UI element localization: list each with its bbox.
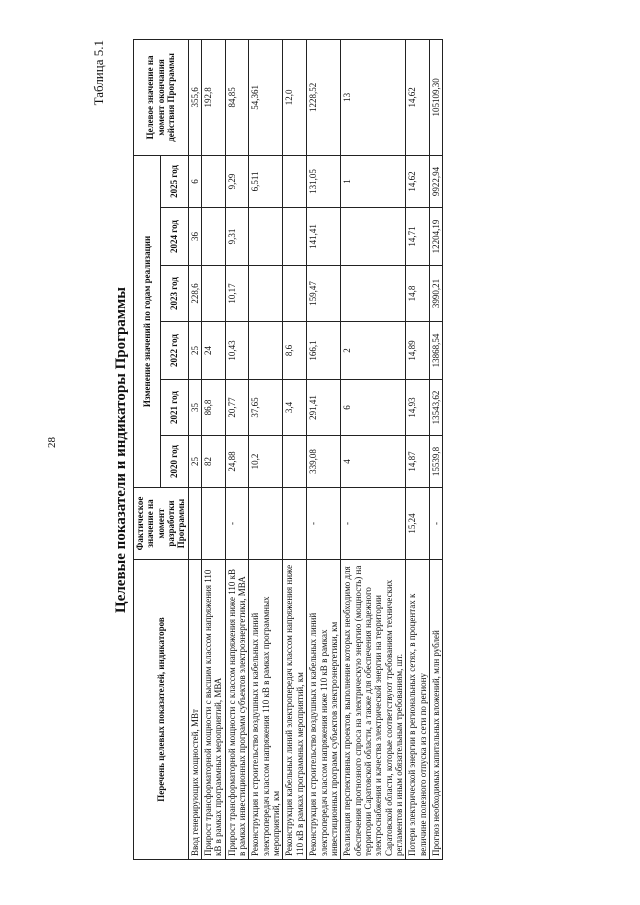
cell-year-value: 13543,62 [429, 380, 442, 436]
cell-year-value: 9,29 [225, 155, 249, 207]
cell-year-value [283, 208, 307, 266]
cell-year-value: 24 [202, 322, 226, 380]
table-title: Целевые показатели и индикаторы Программы [113, 287, 129, 613]
cell-year-value: 6 [188, 155, 201, 207]
cell-year-value: 14,87 [406, 436, 430, 488]
cell-actual [283, 488, 307, 560]
table-row [188, 39, 201, 859]
header-target: Целевое значение на момент окончания действия Программы [134, 39, 189, 155]
cell-year-value [341, 208, 406, 266]
cell-target: 192,8 [202, 39, 226, 155]
header-actual: Фактическое значение на момент разработки Программы [134, 488, 189, 560]
cell-indicator: Прирост трансформаторной мощности с классом напряжения ниже 110 кВ в рамках инвестиционных программ субъектов электроэнергетики, МВА [225, 560, 249, 860]
rotated-table-area [85, 40, 555, 860]
cell-year-value: 228,6 [188, 266, 201, 322]
cell-year-value: 14,62 [406, 155, 430, 207]
cell-target: 12,0 [283, 39, 307, 155]
cell-year-value: 131,05 [307, 155, 341, 207]
table-row [341, 39, 406, 859]
header-year: 2020 год [161, 436, 188, 488]
cell-target: 105109,30 [429, 39, 442, 155]
cell-year-value [202, 208, 226, 266]
cell-target: 355,6 [188, 39, 201, 155]
cell-year-value: 10,17 [225, 266, 249, 322]
cell-year-value: 14,93 [406, 380, 430, 436]
table-row [225, 39, 249, 859]
cell-year-value [249, 208, 283, 266]
cell-actual: - [429, 488, 442, 560]
cell-indicator: Реализация перспективных проектов, выполнение которых необходимо для обеспечения прогнозного спроса на электрическую энергию (мощность) на территории Саратовской области, а также для обеспечения надежного электроснабжения и качества электрической энергии на территории Саратовской области, которые соответствуют требованиям технических регламентов и иным обязательным требованиям, шт. [341, 560, 406, 860]
header-indicator: Перечень целевых показателей, индикаторов [134, 560, 189, 860]
cell-year-value: 86,8 [202, 380, 226, 436]
cell-year-value: 6,511 [249, 155, 283, 207]
page-number: 28 [46, 437, 58, 448]
cell-year-value: 13868,54 [429, 322, 442, 380]
cell-year-value: 1 [341, 155, 406, 207]
table-row [307, 39, 341, 859]
header-year: 2023 год [161, 266, 188, 322]
cell-year-value: 166,1 [307, 322, 341, 380]
cell-year-value: 14,89 [406, 322, 430, 380]
cell-year-value [249, 266, 283, 322]
cell-year-value: 339,08 [307, 436, 341, 488]
cell-year-value: 14,71 [406, 208, 430, 266]
table-row [429, 39, 442, 859]
cell-year-value: 2 [341, 322, 406, 380]
cell-year-value: 12204,19 [429, 208, 442, 266]
cell-year-value: 37,65 [249, 380, 283, 436]
cell-target: 54,361 [249, 39, 283, 155]
cell-year-value [249, 322, 283, 380]
cell-year-value [202, 266, 226, 322]
cell-year-value: 20,77 [225, 380, 249, 436]
indicators-table [133, 39, 443, 860]
cell-actual [188, 488, 201, 560]
table-row [202, 39, 226, 859]
cell-year-value: 6 [341, 380, 406, 436]
table-row [406, 39, 430, 859]
cell-year-value: 10,43 [225, 322, 249, 380]
cell-year-value [283, 436, 307, 488]
cell-indicator: Реконструкция и строительство воздушных и кабельных линий электропередач классом напряжения 110 кВ в рамках программных мероприятий, км [249, 560, 283, 860]
cell-year-value: 4 [341, 436, 406, 488]
cell-year-value: 24,88 [225, 436, 249, 488]
cell-year-value: 9922,94 [429, 155, 442, 207]
cell-year-value: 14,8 [406, 266, 430, 322]
table-row [249, 39, 283, 859]
cell-year-value: 25 [188, 322, 201, 380]
cell-year-value: 36 [188, 208, 201, 266]
cell-actual [249, 488, 283, 560]
header-year: 2025 год [161, 155, 188, 207]
cell-indicator: Потери электрической энергии в региональных сетях, в процентах к величине полезного отпуска из сети по региону [406, 560, 430, 860]
header-change-group: Изменение значений по годам реализации [134, 155, 161, 487]
cell-actual [202, 488, 226, 560]
cell-target: 1228,52 [307, 39, 341, 155]
cell-year-value: 8,6 [283, 322, 307, 380]
cell-year-value [202, 155, 226, 207]
cell-year-value: 291,41 [307, 380, 341, 436]
cell-year-value: 9,31 [225, 208, 249, 266]
table-caption: Таблица 5.1 [91, 40, 106, 106]
header-year: 2021 год [161, 380, 188, 436]
cell-year-value: 25 [188, 436, 201, 488]
cell-year-value [283, 155, 307, 207]
header-year: 2024 год [161, 208, 188, 266]
cell-year-value: 82 [202, 436, 226, 488]
cell-year-value: 10,2 [249, 436, 283, 488]
cell-actual: - [225, 488, 249, 560]
cell-year-value: 3,4 [283, 380, 307, 436]
cell-year-value [341, 266, 406, 322]
cell-year-value: 35 [188, 380, 201, 436]
cell-indicator: Реконструкция кабельных линий электропередач классом напряжения ниже 110 кВ в рамках программных мероприятий, км [283, 560, 307, 860]
table-row [283, 39, 307, 859]
cell-target: 14,62 [406, 39, 430, 155]
cell-year-value: 159,47 [307, 266, 341, 322]
header-year: 2022 год [161, 322, 188, 380]
cell-target: 13 [341, 39, 406, 155]
cell-actual: - [341, 488, 406, 560]
cell-actual: - [307, 488, 341, 560]
cell-indicator: Прогноз необходимых капитальных вложений, млн рублей [429, 560, 442, 860]
cell-year-value: 3990,21 [429, 266, 442, 322]
cell-indicator: Ввод генерирующих мощностей, МВт [188, 560, 201, 860]
table-body [188, 39, 443, 859]
cell-year-value: 141,41 [307, 208, 341, 266]
cell-year-value [283, 266, 307, 322]
cell-actual: 15,24 [406, 488, 430, 560]
cell-target: 84,85 [225, 39, 249, 155]
cell-indicator: Реконструкция и строительство воздушных и кабельных линий электропередач классом напряжения ниже 110 кВ в рамках инвестиционных программ субъектов электроэнергетики, км [307, 560, 341, 860]
cell-indicator: Прирост трансформаторной мощности с высшим классом напряжения 110 кВ в рамках программных мероприятий, МВА [202, 560, 226, 860]
cell-year-value: 15539,8 [429, 436, 442, 488]
